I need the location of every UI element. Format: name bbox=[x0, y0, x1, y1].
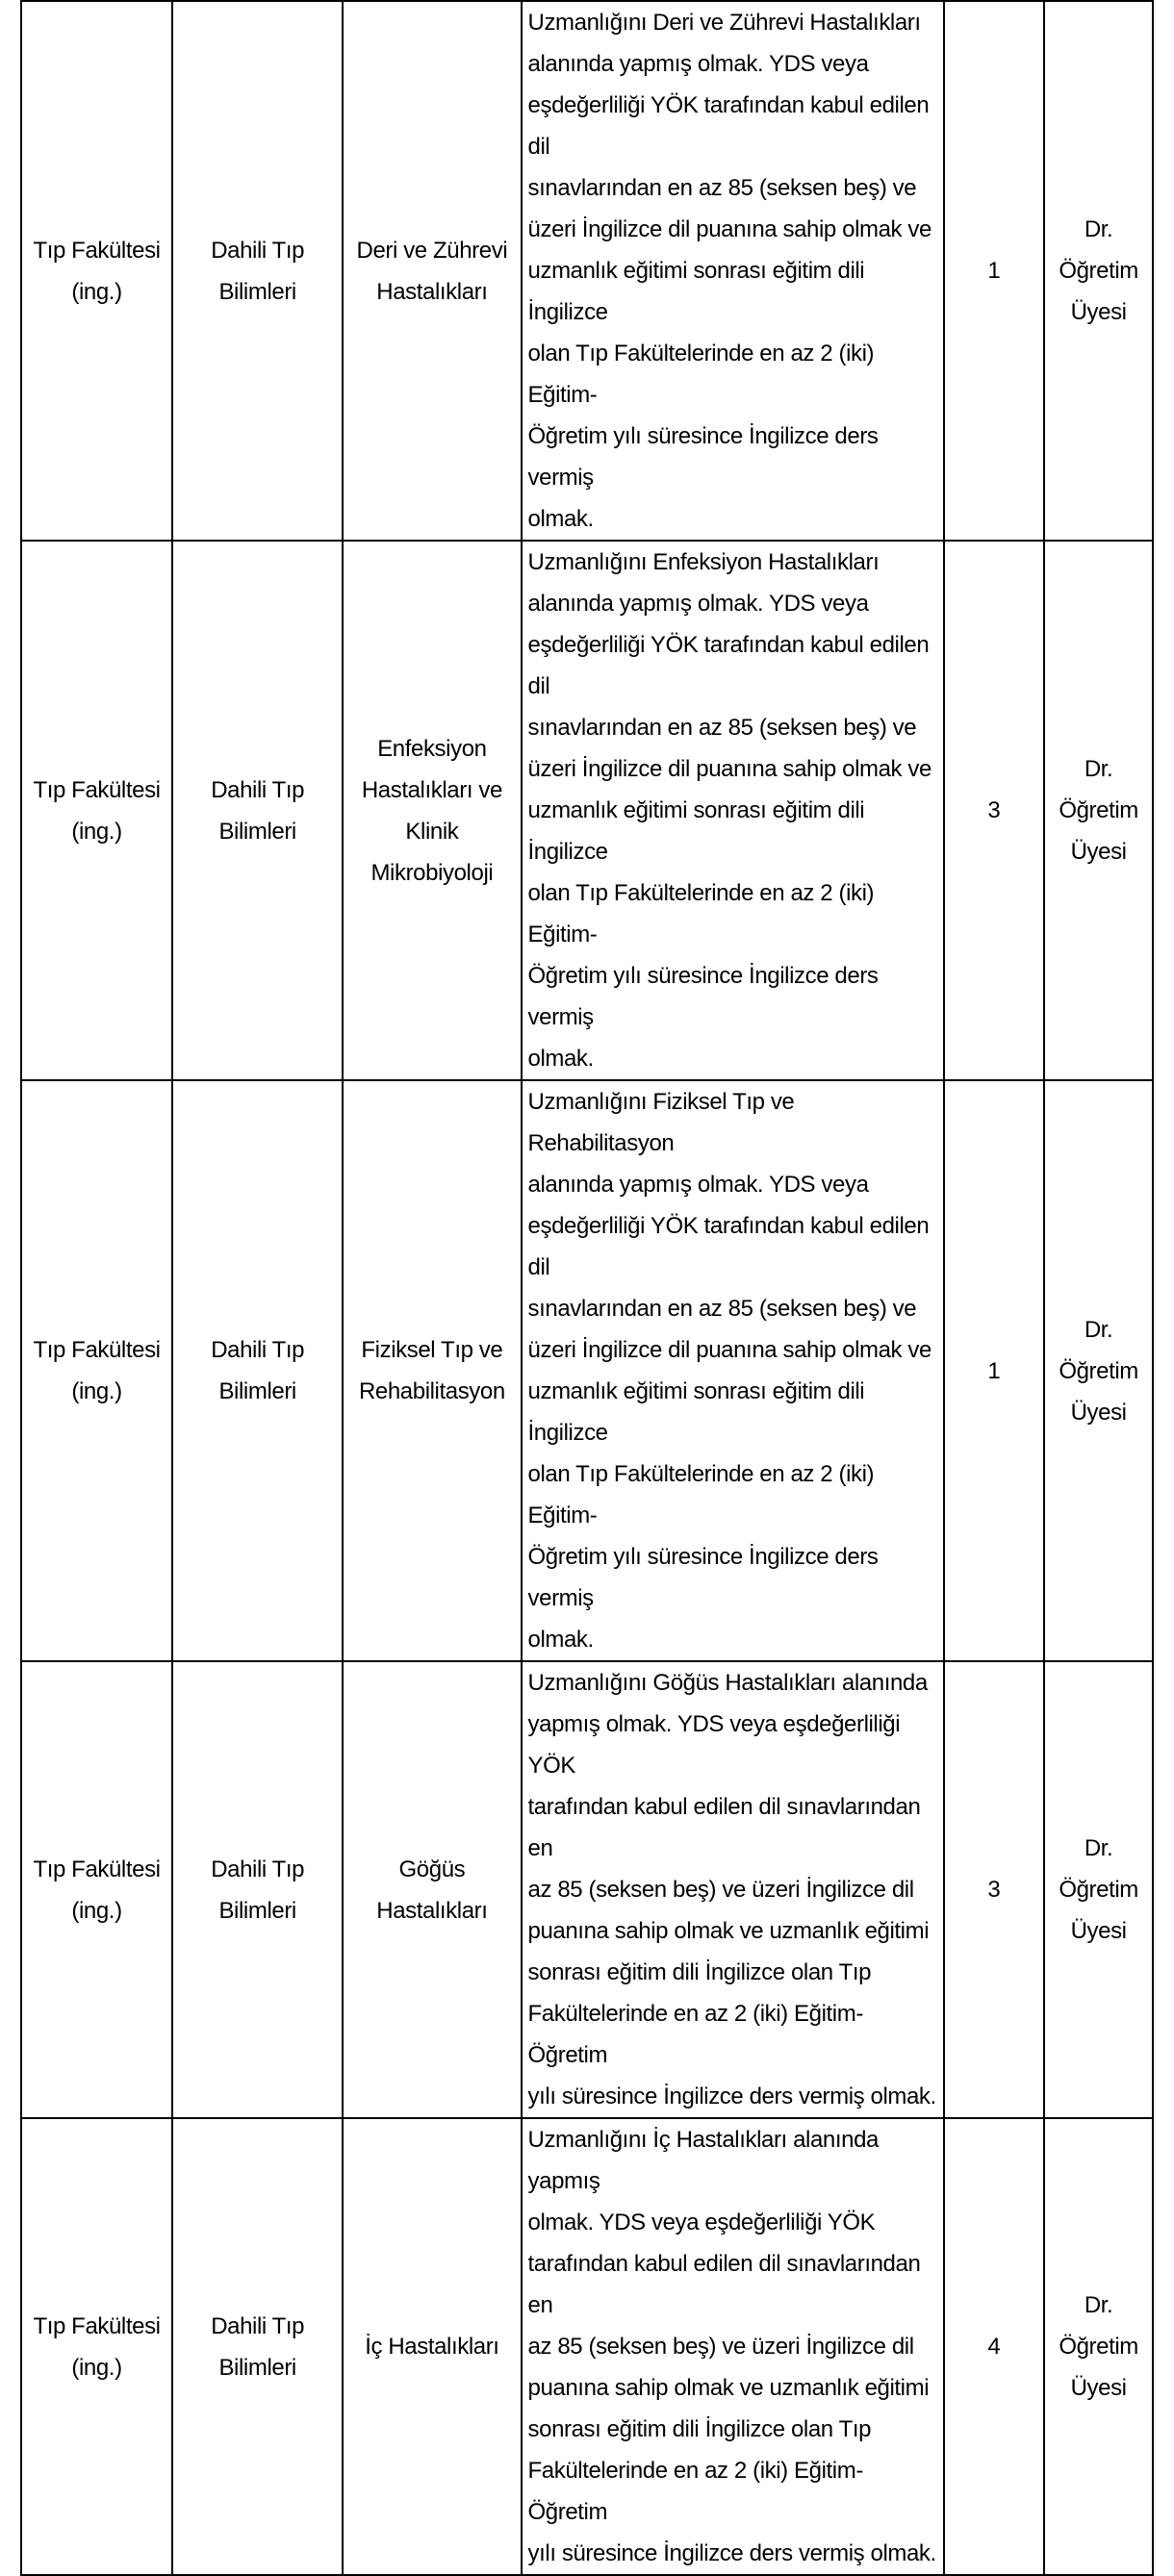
table-row bbox=[21, 1661, 1153, 2118]
requirement-cell: Uzmanlığını İç Hastalıkları alanında yapmış olmak. YDS veya eşdeğerliliği YÖK tarafından kabul edilen dil sınavlarından en az 85 (seksen beş) ve üzeri İngilizce dil puanına sahip olmak ve uzmanlık eğitimi sonrası eğitim dili İngilizce olan Tıp Fakültelerinde en az 2 (iki) Eğitim-Öğretim yılı süresince İngilizce ders vermiş olmak. bbox=[522, 2118, 944, 2575]
title-cell: Dr. Öğretim Üyesi bbox=[1044, 1080, 1153, 1661]
count-cell: 1 bbox=[944, 1, 1045, 541]
department-cell: Dahili Tıp Bilimleri bbox=[172, 1, 343, 541]
count-cell: 3 bbox=[944, 1661, 1045, 2118]
faculty-cell: Tıp Fakültesi (ing.) bbox=[21, 1661, 172, 2118]
title-cell: Dr. Öğretim Üyesi bbox=[1044, 2118, 1153, 2575]
table-row bbox=[21, 1, 1153, 541]
count-cell: 4 bbox=[944, 2118, 1045, 2575]
specialty-cell: Enfeksiyon Hastalıkları ve Klinik Mikrobiyoloji bbox=[343, 541, 521, 1080]
title-cell: Dr. Öğretim Üyesi bbox=[1044, 541, 1153, 1080]
table-row bbox=[21, 541, 1153, 1080]
specialty-cell: Fiziksel Tıp ve Rehabilitasyon bbox=[343, 1080, 521, 1661]
faculty-cell: Tıp Fakültesi (ing.) bbox=[21, 541, 172, 1080]
department-cell: Dahili Tıp Bilimleri bbox=[172, 2118, 343, 2575]
specialty-cell: Göğüs Hastalıkları bbox=[343, 1661, 521, 2118]
title-cell: Dr. Öğretim Üyesi bbox=[1044, 1, 1153, 541]
requirement-cell: Uzmanlığını Enfeksiyon Hastalıkları alanında yapmış olmak. YDS veya eşdeğerliliği YÖK tarafından kabul edilen dil sınavlarından en az 85 (seksen beş) ve üzeri İngilizce dil puanına sahip olmak ve uzmanlık eğitimi sonrası eğitim dili İngilizce olan Tıp Fakültelerinde en az 2 (iki) Eğitim- Öğretim yılı süresince İngilizce ders vermiş olmak. bbox=[522, 541, 944, 1080]
specialty-cell: İç Hastalıkları bbox=[343, 2118, 521, 2575]
positions-table-body bbox=[21, 1, 1153, 2575]
count-cell: 1 bbox=[944, 1080, 1045, 1661]
table-row bbox=[21, 1080, 1153, 1661]
department-cell: Dahili Tıp Bilimleri bbox=[172, 1080, 343, 1661]
positions-table bbox=[20, 0, 1154, 2576]
count-cell: 3 bbox=[944, 541, 1045, 1080]
title-cell: Dr. Öğretim Üyesi bbox=[1044, 1661, 1153, 2118]
faculty-cell: Tıp Fakültesi (ing.) bbox=[21, 1080, 172, 1661]
requirement-cell: Uzmanlığını Fiziksel Tıp ve Rehabilitasyon alanında yapmış olmak. YDS veya eşdeğerliliği YÖK tarafından kabul edilen dil sınavlarından en az 85 (seksen beş) ve üzeri İngilizce dil puanına sahip olmak ve uzmanlık eğitimi sonrası eğitim dili İngilizce olan Tıp Fakültelerinde en az 2 (iki) Eğitim- Öğretim yılı süresince İngilizce ders vermiş olmak. bbox=[522, 1080, 944, 1661]
department-cell: Dahili Tıp Bilimleri bbox=[172, 541, 343, 1080]
table-row bbox=[21, 2118, 1153, 2575]
faculty-cell: Tıp Fakültesi (ing.) bbox=[21, 2118, 172, 2575]
faculty-cell: Tıp Fakültesi (ing.) bbox=[21, 1, 172, 541]
requirement-cell: Uzmanlığını Deri ve Zührevi Hastalıkları alanında yapmış olmak. YDS veya eşdeğerliliği YÖK tarafından kabul edilen dil sınavlarından en az 85 (seksen beş) ve üzeri İngilizce dil puanına sahip olmak ve uzmanlık eğitimi sonrası eğitim dili İngilizce olan Tıp Fakültelerinde en az 2 (iki) Eğitim- Öğretim yılı süresince İngilizce ders vermiş olmak. bbox=[522, 1, 944, 541]
specialty-cell: Deri ve Zührevi Hastalıkları bbox=[343, 1, 521, 541]
requirement-cell: Uzmanlığını Göğüs Hastalıkları alanında yapmış olmak. YDS veya eşdeğerliliği YÖK tarafından kabul edilen dil sınavlarından en az 85 (seksen beş) ve üzeri İngilizce dil puanına sahip olmak ve uzmanlık eğitimi sonrası eğitim dili İngilizce olan Tıp Fakültelerinde en az 2 (iki) Eğitim-Öğretim yılı süresince İngilizce ders vermiş olmak. bbox=[522, 1661, 944, 2118]
department-cell: Dahili Tıp Bilimleri bbox=[172, 1661, 343, 2118]
